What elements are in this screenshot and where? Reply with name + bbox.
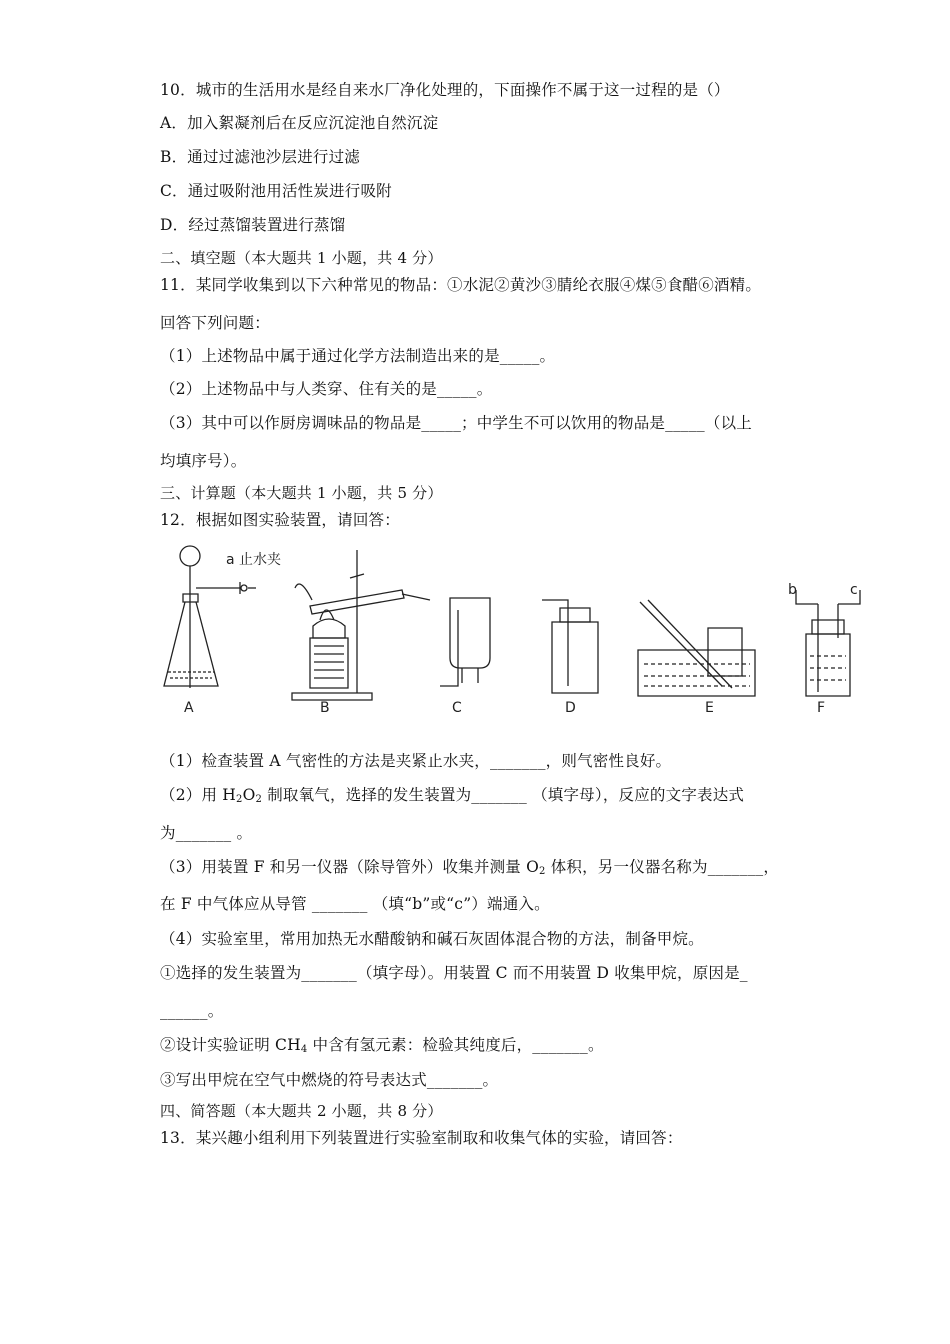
q11-part-3-cont: 均填序号）。 [160, 452, 247, 470]
apparatus-e [638, 600, 755, 696]
q12-part-4-1: ①选择的发生装置为_______（填字母）。用装置 C 而不用装置 D 收集甲烷，原因是_ [160, 964, 748, 982]
q11-part-1: （1）上述物品中属于通过化学方法制造出来的是_____。 [160, 347, 556, 365]
q12-part-2: （2）用 $H_2O_2$ 制取氧气，选择的发生装置为_______ （填字母），反应的文字表达式 [160, 786, 745, 805]
label-a: A [184, 700, 194, 716]
q12-part-1: （1）检查装置 A 气密性的方法是夹紧止水夹，_______，则气密性良好。 [160, 752, 672, 770]
apparatus-f [796, 590, 860, 696]
label-f: F [817, 700, 826, 716]
apparatus-b [292, 550, 430, 700]
section-4-heading: 四、简答题（本大题共 2 小题，共 8 分） [160, 1102, 443, 1120]
q12-part-4-1-cont: ______。 [160, 1002, 224, 1020]
clamp-label: a 止水夹 [226, 552, 282, 568]
q12-stem: 12．根据如图实验装置，请回答： [160, 511, 400, 529]
q10-stem: 10．城市的生活用水是经自来水厂净化处理的，下面操作不属于这一过程的是（） [160, 81, 730, 99]
label-d: D [565, 700, 576, 716]
q11-intro: 回答下列问题： [160, 314, 270, 332]
section-2-heading: 二、填空题（本大题共 1 小题，共 4 分） [160, 249, 443, 267]
label-c: C [452, 700, 462, 716]
q12-part-3-cont: 在 F 中气体应从导管 _______ （填“b”或“c”）端通入。 [160, 895, 550, 913]
q12-part-3: （3）用装置 F 和另一仪器（除导管外）收集并测量 $O_2$ 体积，另一仪器名称为_______， [160, 858, 780, 877]
apparatus-figure [150, 538, 880, 720]
q11-stem: 11．某同学收集到以下六种常见的物品：①水泥②黄沙③腈纶衣服④煤⑤食醋⑥酒精。 [160, 276, 762, 294]
apparatus-d [542, 600, 598, 693]
section-3-heading: 三、计算题（本大题共 1 小题，共 5 分） [160, 484, 443, 502]
q10-option-d: D．经过蒸馏装置进行蒸馏 [160, 216, 346, 234]
q12-part-4-3: ③写出甲烷在空气中燃烧的符号表达式_______。 [160, 1071, 499, 1089]
q11-part-2: （2）上述物品中与人类穿、住有关的是_____。 [160, 380, 493, 398]
apparatus-c [440, 598, 490, 686]
tube-b-label: b [788, 582, 797, 598]
label-e: E [705, 700, 714, 716]
q10-option-b: B．通过过滤池沙层进行过滤 [160, 148, 360, 166]
q10-option-a: A．加入絮凝剂后在反应沉淀池自然沉淀 [160, 114, 439, 132]
q12-part-4-2: ②设计实验证明 $CH_4$ 中含有氢元素：检验其纯度后，_______。 [160, 1036, 604, 1055]
label-b: B [320, 700, 330, 716]
q12-part-4: （4）实验室里，常用加热无水醋酸钠和碱石灰固体混合物的方法，制备甲烷。 [160, 930, 704, 948]
q13-stem: 13．某兴趣小组利用下列装置进行实验室制取和收集气体的实验，请回答： [160, 1129, 683, 1147]
tube-c-label: c [850, 582, 858, 598]
q11-part-3: （3）其中可以作厨房调味品的物品是_____；中学生不可以饮用的物品是_____（以上 [160, 414, 752, 432]
q10-option-c: C．通过吸附池用活性炭进行吸附 [160, 182, 392, 200]
q12-part-2-cont: 为_______ 。 [160, 824, 253, 842]
